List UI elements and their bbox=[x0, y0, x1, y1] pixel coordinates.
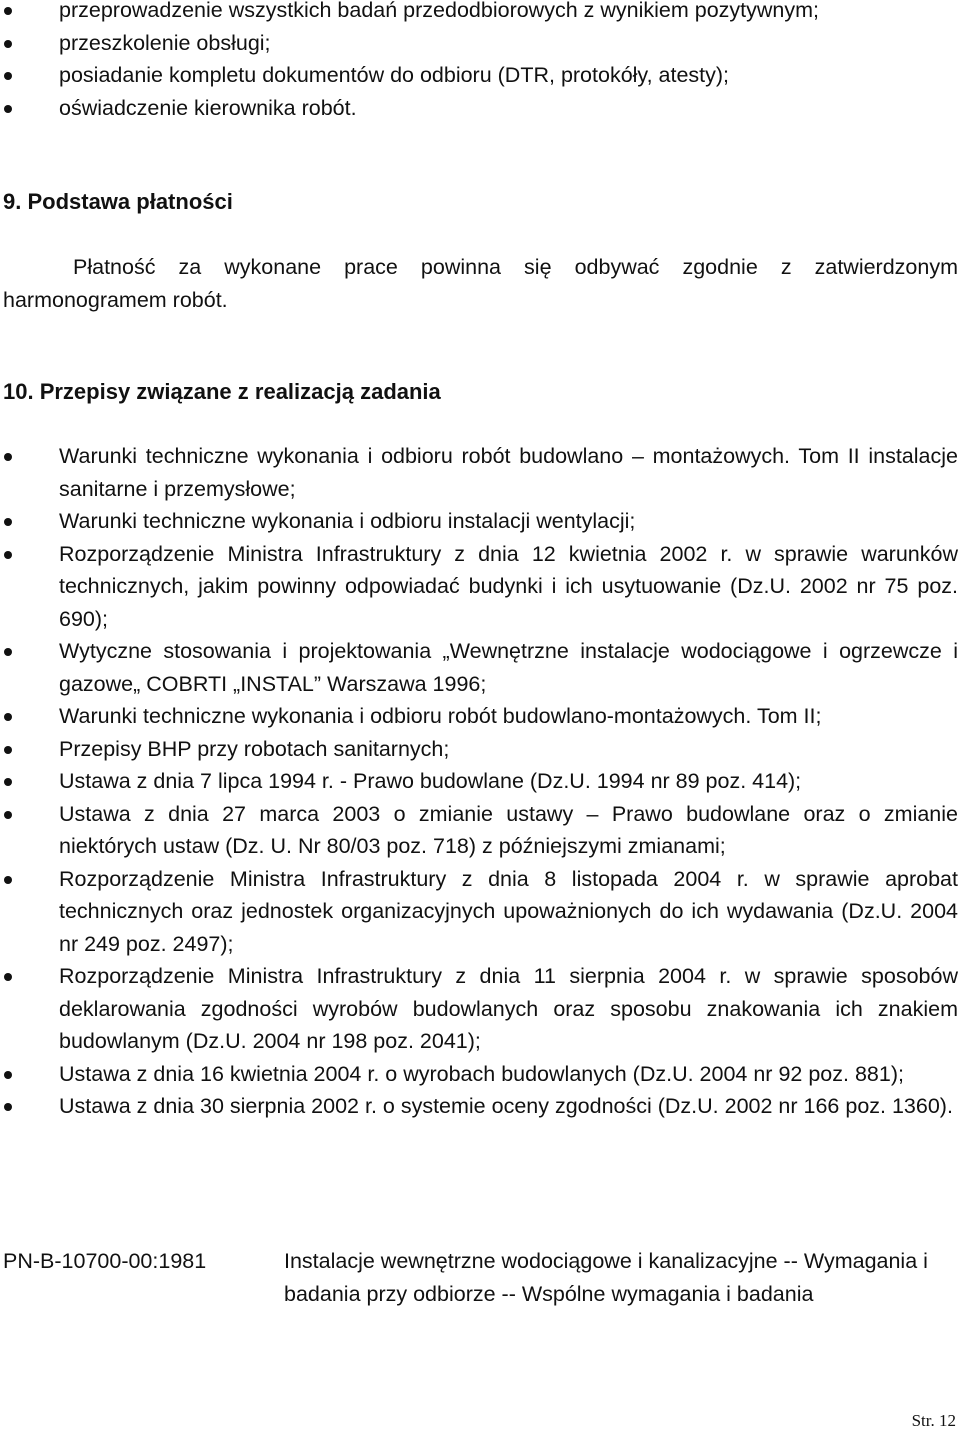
list-item-text: Rozporządzenie Ministra Infrastruktury z dnia 11 sierpnia 2004 r. w sprawie sposobów deklarowania zgodności wyrobów budowlanych oraz sposobu znakowania ich znakiem budowlanym (Dz.U. 2004 nr 198 poz. 2041); bbox=[59, 964, 958, 1053]
bullet-icon bbox=[4, 713, 12, 721]
list-item-text: Warunki techniczne wykonania i odbioru robót budowlano-montażowych. Tom II; bbox=[59, 704, 822, 728]
list-item bbox=[0, 700, 958, 733]
list-item bbox=[0, 27, 958, 60]
norm-title: Instalacje wewnętrzne wodociągowe i kanalizacyjne -- Wymagania i badania przy odbiorze -- Wspólne wymagania i badania bbox=[284, 1249, 928, 1306]
list-item-text: Ustawa z dnia 30 sierpnia 2002 r. o systemie oceny zgodności (Dz.U. 2002 nr 166 poz. 1360). bbox=[59, 1094, 953, 1118]
list-item bbox=[0, 505, 958, 538]
list-item-text: posiadanie kompletu dokumentów do odbioru (DTR, protokóły, atesty); bbox=[59, 63, 730, 87]
list-item bbox=[0, 0, 958, 27]
section-9-heading: 9. Podstawa płatności bbox=[3, 189, 233, 214]
list-item bbox=[0, 765, 958, 798]
section-10-heading: 10. Przepisy związane z realizacją zadania bbox=[3, 379, 441, 404]
list-item-text: Ustawa z dnia 16 kwietnia 2004 r. o wyrobach budowlanych (Dz.U. 2004 nr 92 poz. 881); bbox=[59, 1061, 904, 1086]
payment-paragraph: Płatność za wykonane prace powinna się odbywać zgodnie z zatwierdzonym harmonogramem robót. bbox=[3, 255, 958, 312]
bullet-icon bbox=[4, 746, 12, 754]
norm-code: PN-B-10700-00:1981 bbox=[3, 1249, 207, 1273]
bullet-icon bbox=[4, 105, 12, 113]
list-item-text: Rozporządzenie Ministra Infrastruktury z dnia 12 kwietnia 2002 r. w sprawie warunków technicznych, jakim powinny odpowiadać budynki i ich usytuowanie (Dz.U. 2002 nr 75 poz. 690); bbox=[59, 541, 958, 631]
list-item-text: Warunki techniczne wykonania i odbioru robót budowlano – montażowych. Tom II instalacje sanitarne i przemysłowe; bbox=[59, 444, 958, 501]
list-item-text: przeszkolenie obsługi; bbox=[59, 30, 271, 55]
list-item-text: Ustawa z dnia 7 lipca 1994 r. - Prawo budowlane (Dz.U. 1994 nr 89 poz. 414); bbox=[59, 769, 802, 793]
list-item-text: przeprowadzenie wszystkich badań przedodbiorowych z wynikiem pozytywnym; bbox=[59, 0, 819, 22]
list-item bbox=[0, 92, 958, 125]
list-item bbox=[0, 538, 958, 636]
list-item bbox=[0, 798, 958, 863]
requirements-list bbox=[0, 0, 958, 124]
list-item bbox=[0, 733, 958, 766]
bullet-icon bbox=[4, 1071, 12, 1079]
list-item bbox=[0, 960, 958, 1058]
bullet-icon bbox=[4, 72, 12, 80]
list-item-text: oświadczenie kierownika robót. bbox=[59, 95, 357, 120]
bullet-icon bbox=[4, 40, 12, 48]
bullet-icon bbox=[4, 453, 12, 461]
bullet-icon bbox=[4, 551, 12, 559]
list-item bbox=[0, 1058, 958, 1091]
list-item-text: Przepisy BHP przy robotach sanitarnych; bbox=[59, 736, 450, 761]
list-item-text: Warunki techniczne wykonania i odbioru instalacji wentylacji; bbox=[59, 509, 636, 533]
list-item bbox=[0, 1090, 958, 1123]
bullet-icon bbox=[4, 518, 12, 526]
list-item bbox=[0, 635, 958, 700]
list-item bbox=[0, 440, 958, 505]
bullet-icon bbox=[4, 811, 12, 819]
list-item bbox=[0, 59, 958, 92]
bullet-icon bbox=[4, 648, 12, 656]
bullet-icon bbox=[4, 778, 12, 786]
bullet-icon bbox=[4, 973, 12, 981]
regulations-list bbox=[0, 440, 958, 1123]
list-item-text: Ustawa z dnia 27 marca 2003 o zmianie ustawy – Prawo budowlane oraz o zmianie niektórych ustaw (Dz. U. Nr 80/03 poz. 718) z późniejszymi zmianami; bbox=[59, 801, 958, 858]
bullet-icon bbox=[4, 7, 12, 15]
list-item-text: Rozporządzenie Ministra Infrastruktury z dnia 8 listopada 2004 r. w sprawie aprobat technicznych oraz jednostek organizacyjnych upoważnionych do ich wydawania (Dz.U. 2004 nr 249 poz. 2497); bbox=[59, 866, 958, 956]
bullet-icon bbox=[4, 876, 12, 884]
list-item-text: Wytyczne stosowania i projektowania „Wewnętrzne instalacje wodociągowe i ogrzewcze i gazowe„ COBRTI „INSTAL” Warszawa 1996; bbox=[59, 639, 958, 696]
list-item bbox=[0, 863, 958, 961]
page-number: Str. 12 bbox=[911, 1411, 956, 1430]
bullet-icon bbox=[4, 1103, 12, 1111]
